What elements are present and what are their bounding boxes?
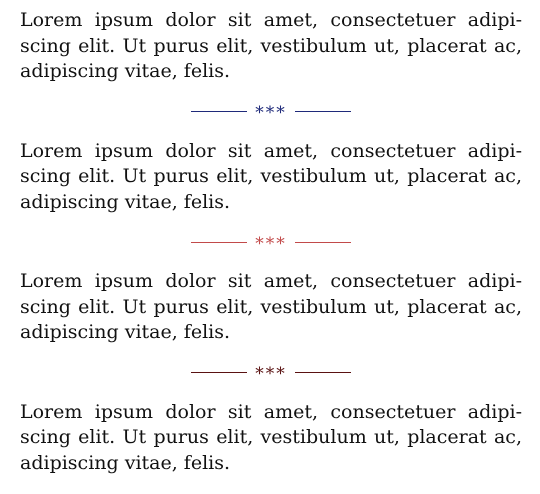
paragraph-line: adipiscing vitae, felis. — [20, 60, 231, 82]
separator-rule-left — [191, 111, 247, 112]
separator-1 — [20, 85, 522, 139]
paragraph-line: Lorem ipsum dolor sit amet, consectetuer adipi- — [20, 9, 522, 31]
paragraph-line: Lorem ipsum dolor sit amet, consectetuer adipi- — [20, 270, 522, 292]
paragraph-line: scing elit. Ut purus elit, vestibulum ut, placerat ac, — [20, 165, 522, 187]
separator-2 — [20, 215, 522, 269]
separator-rule-left — [191, 242, 247, 243]
paragraph-line: adipiscing vitae, felis. — [20, 321, 231, 343]
document-page — [20, 8, 522, 476]
paragraph-3 — [20, 269, 522, 346]
separator-stars: *** — [255, 103, 287, 123]
separator-stars: *** — [255, 364, 287, 384]
separator-3 — [20, 346, 522, 400]
paragraph-line: Lorem ipsum dolor sit amet, consectetuer adipi- — [20, 400, 522, 423]
paragraph-1 — [20, 8, 522, 85]
paragraph-2 — [20, 139, 522, 216]
separator-stars: *** — [255, 233, 287, 254]
paragraph-4 — [20, 400, 522, 477]
separator-rule-right — [295, 372, 351, 373]
separator-rule-right — [295, 111, 351, 112]
paragraph-line: scing elit. Ut purus elit, vestibulum ut, placerat ac, — [20, 34, 522, 57]
paragraph-line: scing elit. Ut purus elit, vestibulum ut, placerat ac, — [20, 426, 522, 448]
paragraph-line: scing elit. Ut purus elit, vestibulum ut, placerat ac, — [20, 295, 522, 318]
separator-rule-right — [295, 242, 351, 243]
separator-rule-left — [191, 372, 247, 373]
paragraph-line: adipiscing vitae, felis. — [20, 190, 231, 213]
paragraph-line: Lorem ipsum dolor sit amet, consectetuer adipi- — [20, 139, 522, 162]
paragraph-line: adipiscing vitae, felis. — [20, 451, 231, 474]
